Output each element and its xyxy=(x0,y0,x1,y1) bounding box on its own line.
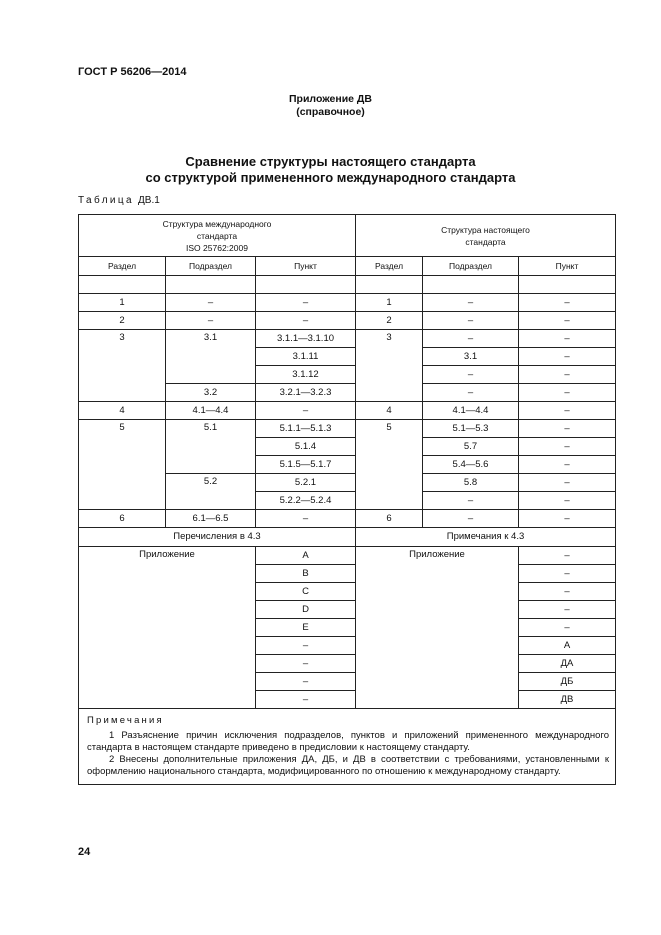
annex-label-left: Приложение xyxy=(79,547,256,709)
table-row xyxy=(79,420,616,438)
table-cell: – xyxy=(519,565,616,583)
table-cell: 5.1.5—5.1.7 xyxy=(256,456,356,474)
table-cell: – xyxy=(256,655,356,673)
table-cell: 6.1—6.5 xyxy=(166,510,256,528)
appendix-type: (справочное) xyxy=(296,106,365,118)
table-cell: – xyxy=(166,312,256,330)
table-cell: 3 xyxy=(79,330,166,402)
table-cell: – xyxy=(256,510,356,528)
table-cell: ДВ xyxy=(519,691,616,709)
table-cell: – xyxy=(519,492,616,510)
table-cell: – xyxy=(519,294,616,312)
table-cell: 6 xyxy=(356,510,423,528)
table-cell: 4 xyxy=(79,402,166,420)
table-cell: – xyxy=(423,384,519,402)
table-cell: С xyxy=(256,583,356,601)
table-cell: – xyxy=(519,384,616,402)
table-cell: В xyxy=(256,565,356,583)
table-row xyxy=(79,330,616,348)
col-label: Пункт xyxy=(256,257,356,276)
right-header-line1: Структура настоящего xyxy=(441,224,530,235)
blank-row xyxy=(79,276,616,294)
right-header-line2: стандарта xyxy=(465,236,506,247)
table-cell: – xyxy=(519,456,616,474)
table-cell: D xyxy=(256,601,356,619)
table-row xyxy=(79,312,616,330)
table-cell: 3.2.1—3.2.3 xyxy=(256,384,356,402)
table-header-row xyxy=(79,215,616,257)
table-cell: 1 xyxy=(356,294,423,312)
annex-row xyxy=(79,547,616,565)
table-cell: 6 xyxy=(79,510,166,528)
table-cell: – xyxy=(423,312,519,330)
table-caption xyxy=(78,195,160,206)
note-1: 1 Разъяснение причин исключения подразделов, пунктов и приложений примененного международного стандарта в настоящем стандарте приведено в предисловии к настоящему стандарту. xyxy=(87,730,609,753)
table-cell: – xyxy=(519,366,616,384)
table-cell: – xyxy=(423,510,519,528)
table-cell: 2 xyxy=(356,312,423,330)
table-row xyxy=(79,294,616,312)
section-title xyxy=(0,154,661,186)
col-label: Подраздел xyxy=(423,257,519,276)
table-cell: 5.2 xyxy=(166,474,256,510)
table-cell: – xyxy=(519,402,616,420)
note-2: 2 Внесены дополнительные приложения ДА, ДБ, и ДВ в соответствии с требованиями, установленными к оформлению национального стандарта, модифицированного по отношению к международному стандарту. xyxy=(87,754,609,777)
table-cell: А xyxy=(519,637,616,655)
table-cell: 5.1—5.3 xyxy=(423,420,519,438)
table-cell: – xyxy=(256,402,356,420)
enumerations-right: Примечания к 4.3 xyxy=(356,528,616,547)
col-label: Раздел xyxy=(79,257,166,276)
enumerations-left: Перечисления в 4.3 xyxy=(79,528,356,547)
table-cell: Е xyxy=(256,619,356,637)
table-cell: 3.1.11 xyxy=(256,348,356,366)
left-header-line3: ISO 25762:2009 xyxy=(186,242,248,253)
comparison-table xyxy=(78,214,616,785)
section-title-line1: Сравнение структуры настоящего стандарта xyxy=(185,154,476,169)
table-caption-prefix: Таблица xyxy=(78,195,135,206)
table-cell xyxy=(356,276,423,294)
annex-label-right: Приложение xyxy=(356,547,519,709)
table-cell xyxy=(519,276,616,294)
right-structure-header xyxy=(356,215,616,257)
left-structure-header xyxy=(79,215,356,257)
left-header-line1: Структура международного xyxy=(162,218,272,229)
left-header-line2: стандарта xyxy=(196,230,238,241)
table-cell: – xyxy=(256,673,356,691)
appendix-title: Приложение ДВ xyxy=(289,93,372,105)
table-cell: 5.7 xyxy=(423,438,519,456)
table-cell: 3.1 xyxy=(166,330,256,384)
table-cell: 2 xyxy=(79,312,166,330)
table-cell: – xyxy=(423,366,519,384)
table-caption-id: ДВ.1 xyxy=(138,195,160,206)
notes-row xyxy=(79,709,616,785)
table-row xyxy=(79,510,616,528)
table-cell: – xyxy=(519,420,616,438)
table-cell: – xyxy=(519,619,616,637)
table-cell: – xyxy=(256,637,356,655)
page-number: 24 xyxy=(78,846,91,858)
table-cell: – xyxy=(519,330,616,348)
table-cell: – xyxy=(519,601,616,619)
table-cell: – xyxy=(166,294,256,312)
table-cell: 3.1.12 xyxy=(256,366,356,384)
table-cell xyxy=(423,276,519,294)
table-cell: А xyxy=(256,547,356,565)
table-cell: 4 xyxy=(356,402,423,420)
table-cell: – xyxy=(256,312,356,330)
section-title-line2: со структурой примененного международного стандарта xyxy=(145,170,516,185)
table-cell: – xyxy=(519,438,616,456)
table-cell: – xyxy=(519,547,616,565)
table-cell xyxy=(79,276,166,294)
table-cell: 5.8 xyxy=(423,474,519,492)
table-cell: – xyxy=(423,294,519,312)
table-cell: 5.1.1—5.1.3 xyxy=(256,420,356,438)
column-label-row xyxy=(79,257,616,276)
notes-heading: Примечания xyxy=(87,715,164,726)
table-cell: – xyxy=(519,312,616,330)
table-cell: ДА xyxy=(519,655,616,673)
table-cell: – xyxy=(519,348,616,366)
table-cell: 5.1.4 xyxy=(256,438,356,456)
col-label: Подраздел xyxy=(166,257,256,276)
table-cell: – xyxy=(519,474,616,492)
enumeration-row xyxy=(79,528,616,547)
col-label: Раздел xyxy=(356,257,423,276)
table-notes xyxy=(79,709,616,785)
table-cell: 5.2.2—5.2.4 xyxy=(256,492,356,510)
document-id-header: ГОСТ Р 56206—2014 xyxy=(78,66,187,78)
table-cell: 4.1—4.4 xyxy=(423,402,519,420)
table-cell: – xyxy=(423,330,519,348)
table-cell: 5.2.1 xyxy=(256,474,356,492)
table-cell xyxy=(256,276,356,294)
table-cell: – xyxy=(519,583,616,601)
table-cell: ДБ xyxy=(519,673,616,691)
col-label: Пункт xyxy=(519,257,616,276)
table-cell: 1 xyxy=(79,294,166,312)
table-cell: – xyxy=(423,492,519,510)
table-cell: 3.2 xyxy=(166,384,256,402)
table-cell: 3 xyxy=(356,330,423,402)
table-cell: 5.1 xyxy=(166,420,256,474)
appendix-heading xyxy=(0,93,661,119)
table-row xyxy=(79,402,616,420)
table-cell: 4.1—4.4 xyxy=(166,402,256,420)
table-cell: 5.4—5.6 xyxy=(423,456,519,474)
table-cell: 3.1.1—3.1.10 xyxy=(256,330,356,348)
table-cell: – xyxy=(256,691,356,709)
table-cell xyxy=(166,276,256,294)
table-cell: 5 xyxy=(79,420,166,510)
table-cell: 5 xyxy=(356,420,423,510)
table-cell: – xyxy=(519,510,616,528)
table-cell: 3.1 xyxy=(423,348,519,366)
table-cell: – xyxy=(256,294,356,312)
